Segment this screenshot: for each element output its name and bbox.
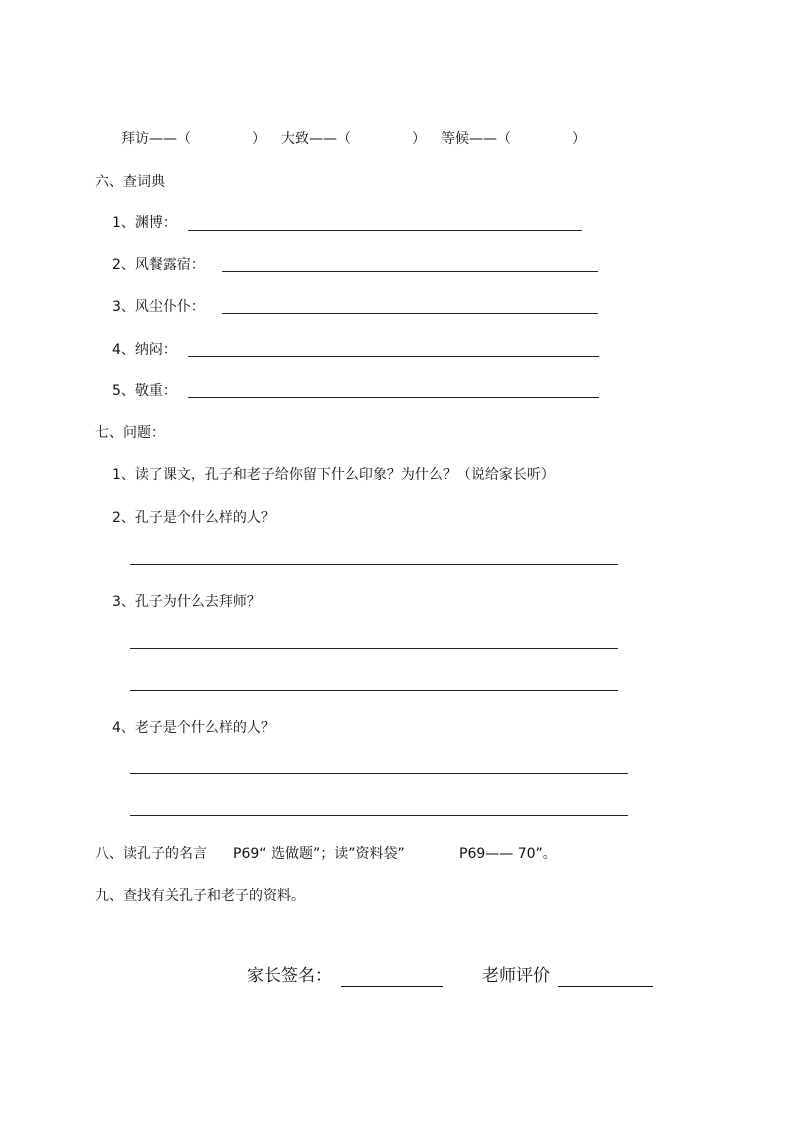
answer-line-dict-2 [222, 271, 598, 272]
answer-line-q4-a [130, 773, 628, 774]
parent-signature-label: 家长签名： [247, 966, 332, 986]
answer-line-dict-1 [188, 230, 582, 231]
answer-line-q2 [130, 564, 618, 565]
question-3: 3、孔子为什么去拜师？ [112, 594, 261, 610]
section-8-title: 八、读孔子的名言 [95, 846, 207, 862]
answer-line-q3-a [130, 648, 618, 649]
answer-line-q4-b [130, 815, 628, 816]
question-2: 2、孔子是个什么样的人？ [112, 510, 275, 526]
section-8-part-2: P69—— 70”。 [459, 846, 557, 862]
question-1: 1、读了课文，孔子和老子给你留下什么印象？为什么？（说给家长听） [112, 467, 555, 483]
word-deng-hou: 等候——（ [441, 131, 511, 147]
teacher-evaluation-label: 老师评价 [482, 966, 550, 986]
paren-close-1: ） [252, 131, 266, 147]
answer-line-dict-4 [188, 356, 599, 357]
word-bai-fang: 拜访——（ [121, 131, 191, 147]
dict-item-5: 5、敬重： [112, 383, 177, 399]
dict-item-1: 1、渊博： [112, 215, 177, 231]
question-4: 4、老子是个什么样的人？ [112, 720, 275, 736]
parent-signature-line[interactable] [341, 986, 443, 987]
answer-line-q3-b [130, 690, 618, 691]
paren-close-3: ） [572, 131, 586, 147]
answer-line-dict-3 [222, 313, 598, 314]
section-6-title: 六、查词典 [95, 174, 165, 190]
section-8-part-1: P69“ 选做题”；读”资料袋” [233, 846, 405, 862]
teacher-evaluation-line[interactable] [558, 986, 653, 987]
dict-item-3: 3、风尘仆仆： [112, 299, 205, 315]
section-7-title: 七、问题： [95, 425, 165, 441]
word-da-zhi: 大致——（ [281, 131, 351, 147]
dict-item-2: 2、风餐露宿： [112, 257, 205, 273]
word-line [121, 129, 191, 149]
paren-close-2: ） [412, 131, 426, 147]
dict-item-4: 4、纳闷： [112, 342, 177, 358]
section-9-title: 九、查找有关孔子和老子的资料。 [95, 888, 305, 904]
answer-line-dict-5 [188, 397, 599, 398]
